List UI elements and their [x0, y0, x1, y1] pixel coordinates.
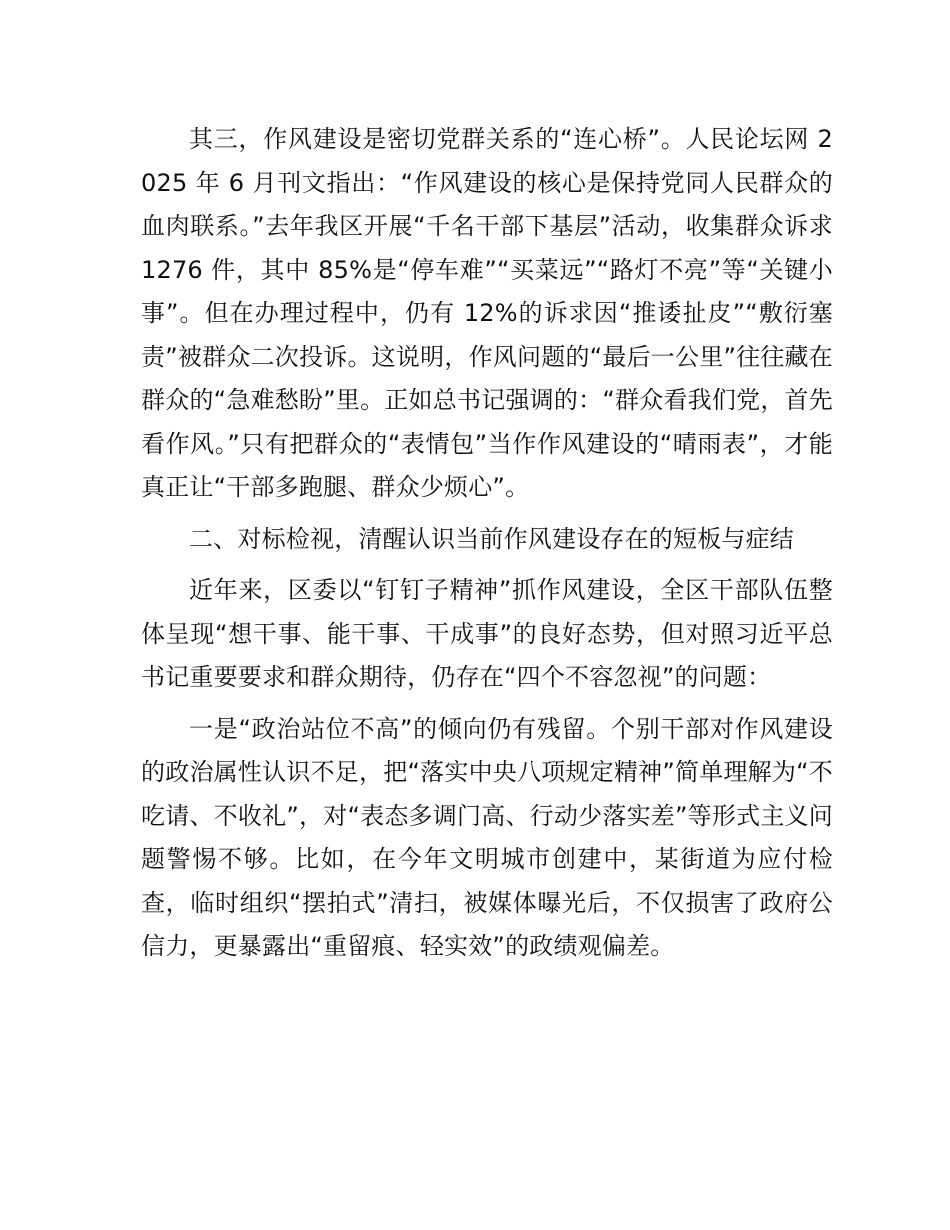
- paragraph-political-stance: 一是“政治站位不高”的倾向仍有残留。个别干部对作风建设的政治属性认识不足，把“落实中央八项规定精神”简单理解为“不吃请、不收礼”，对“表态多调门高、行动少落实差”等形式主义问题警惕不够。比如，在今年文明城市创建中，某街道为应付检查，临时组织“摆拍式”清扫，被媒体曝光后，不仅损害了政府公信力，更暴露出“重留痕、轻实效”的政绩观偏差。: [141, 714, 833, 960]
- paragraph-recent-years: 近年来，区委以“钉钉子精神”抓作风建设，全区干部队伍整体呈现“想干事、能干事、干成事”的良好态势，但对照习近平总书记重要要求和群众期待，仍存在“四个不容忽视”的问题：: [141, 576, 833, 691]
- document-body: [141, 118, 833, 977]
- section-heading-two: 二、对标检视，清醒认识当前作风建设存在的短板与症结: [189, 524, 794, 553]
- paragraph-party-mass-relations: 其三，作风建设是密切党群关系的“连心桥”。人民论坛网 2025 年 6 月刊文指出：“作风建设的核心是保持党同人民群众的血肉联系。”去年我区开展“千名干部下基层”活动，收集群众诉求 1276 件，其中 85%是“停车难”“买菜远”“路灯不亮”等“关键小事”。但在办理过程中，仍有 12%的诉求因“推诿扯皮”“敷衍塞责”被群众二次投诉。这说明，作风问题的“最后一公里”往往藏在群众的“急难愁盼”里。正如总书记强调的：“群众看我们党，首先看作风。”只有把群众的“表情包”当作作风建设的“晴雨表”，才能真正让“干部多跑腿、群众少烦心”。: [141, 125, 833, 501]
